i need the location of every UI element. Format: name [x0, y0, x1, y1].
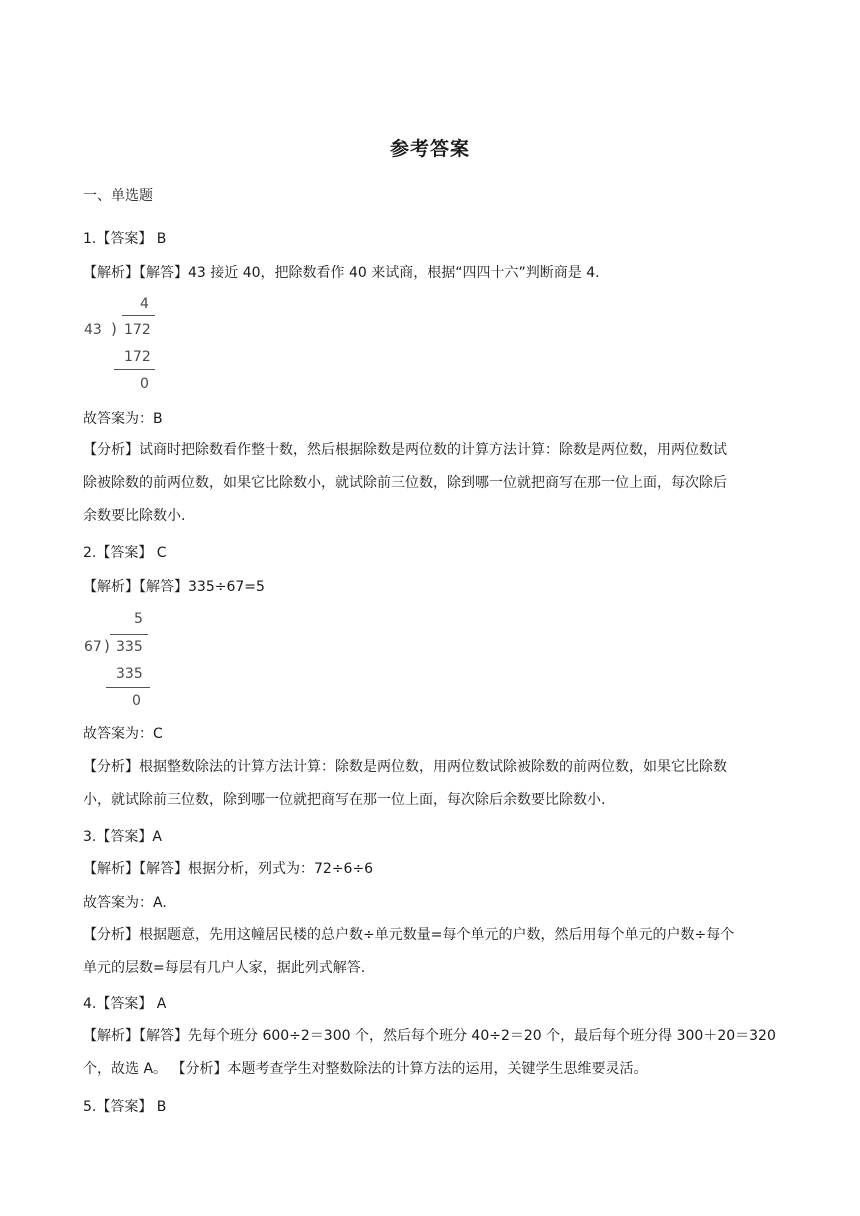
- q4-answer: 4.【答案】 A: [83, 996, 167, 1012]
- q2-division-bar: [110, 634, 148, 635]
- q1-conclusion: 故答案为：B: [83, 411, 163, 427]
- q4-analysis-line: 个，故选 A。 【分析】本题考查学生对整数除法的计算方法的运用，关键学生思维要灵活。: [83, 1061, 648, 1077]
- q1-analysis: 【解析】【解答】43 接近 40，把除数看作 40 来试商，根据“四四十六”判断商是 4.: [83, 265, 600, 281]
- q2-conclusion: 故答案为：C: [83, 726, 163, 742]
- q1-dividend: 172: [124, 322, 151, 338]
- q2-analysis: 【解析】【解答】335÷67=5: [83, 579, 265, 595]
- q2-fenxi-line: 小，就试除前三位数，除到哪一位就把商写在那一位上面，每次除后余数要比除数小.: [83, 792, 606, 808]
- q2-dividend: 335: [116, 639, 143, 655]
- q3-analysis: 【解析】【解答】根据分析，列式为：72÷6÷6: [83, 861, 374, 877]
- q3-conclusion: 故答案为：A.: [83, 895, 167, 911]
- q2-answer: 2.【答案】 C: [83, 545, 167, 561]
- q4-analysis: [83, 1020, 783, 1086]
- q2-divisor: 67: [84, 639, 102, 655]
- q2-long-division: [84, 608, 174, 708]
- section-heading: 一、单选题: [83, 188, 153, 204]
- q2-division-bracket: ): [104, 637, 110, 655]
- page-title: 参考答案: [389, 138, 470, 160]
- q5-answer: 5.【答案】 B: [83, 1099, 167, 1115]
- q1-divisor: 43: [84, 322, 102, 338]
- q3-fenxi-line: 单元的层数=每层有几户人家，据此列式解答.: [83, 960, 366, 976]
- q1-division-bracket: ): [111, 320, 117, 338]
- q1-answer: 1.【答案】 B: [83, 231, 167, 247]
- q3-fenxi: [83, 919, 783, 985]
- q1-product: 172: [124, 349, 151, 365]
- q2-remainder: 0: [132, 693, 141, 709]
- q2-fenxi-line: 【分析】根据整数除法的计算方法计算：除数是两位数，用两位数试除被除数的前两位数，如果它比除数: [83, 759, 727, 775]
- q2-quotient: 5: [134, 611, 143, 627]
- q3-answer: 3.【答案】A: [83, 829, 162, 845]
- q1-fenxi-line: 余数要比除数小.: [83, 508, 186, 524]
- q1-subtract-line: [114, 369, 155, 370]
- q1-fenxi-line: 除被除数的前两位数，如果它比除数小，就试除前三位数，除到哪一位就把商写在那一位上面，每次除后: [83, 475, 727, 491]
- q3-fenxi-line: 【分析】根据题意，先用这幢居民楼的总户数÷单元数量=每个单元的户数，然后用每个单元的户数÷每个: [83, 927, 735, 943]
- q1-division-bar: [122, 315, 155, 316]
- q1-fenxi-line: 【分析】试商时把除数看作整十数，然后根据除数是两位数的计算方法计算：除数是两位数，用两位数试: [83, 442, 727, 458]
- q2-fenxi: [83, 751, 783, 817]
- q1-quotient: 4: [140, 296, 149, 312]
- q2-product: 335: [116, 666, 143, 682]
- q1-fenxi: [83, 434, 783, 533]
- q1-long-division: [84, 293, 174, 393]
- q2-subtract-line: [106, 687, 150, 688]
- q1-remainder: 0: [140, 376, 149, 392]
- q4-analysis-line: 【解析】【解答】先每个班分 600÷2＝300 个，然后每个班分 40÷2＝20 个，最后每个班分得 300＋20＝320: [83, 1028, 776, 1044]
